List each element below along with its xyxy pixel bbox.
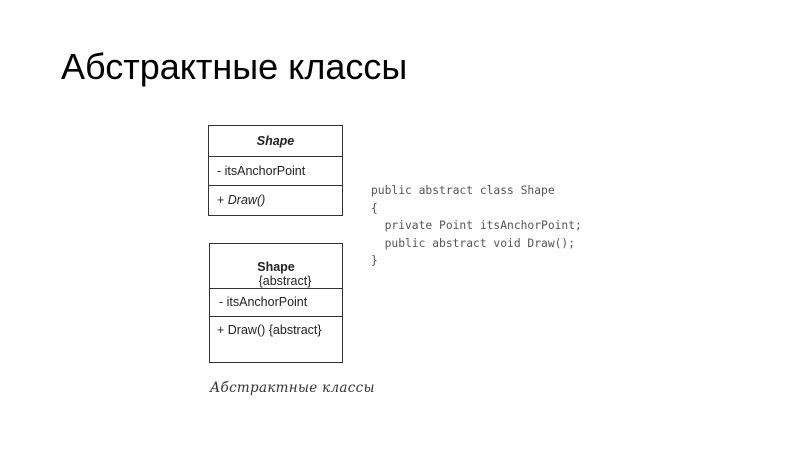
code-line: { — [371, 201, 378, 215]
uml-operation-name: Draw() — [227, 193, 266, 207]
code-line: public abstract class Shape — [371, 184, 555, 197]
uml-attribute: - itsAnchorPoint — [209, 157, 342, 186]
figure-caption: Абстрактные классы — [210, 380, 375, 396]
uml-attribute: - itsAnchorPoint — [210, 289, 342, 317]
code-snippet — [371, 182, 582, 270]
uml-operation — [209, 186, 342, 215]
uml-class-box-italic — [208, 125, 343, 216]
uml-operation: + Draw() {abstract} — [217, 323, 322, 337]
uml-class-name: Shape — [209, 126, 342, 157]
slide-title: Абстрактные классы — [61, 46, 408, 87]
uml-operation-visibility: + — [217, 193, 228, 207]
uml-class-box-stereotype — [209, 243, 343, 363]
code-line: } — [371, 254, 378, 267]
uml-class-name: Shape — [257, 260, 295, 274]
uml-class-header — [210, 244, 342, 289]
code-line: private Point itsAnchorPoint; — [371, 219, 582, 232]
uml-stereotype: {abstract} — [258, 274, 312, 288]
code-line: public abstract void Draw(); — [371, 236, 576, 250]
